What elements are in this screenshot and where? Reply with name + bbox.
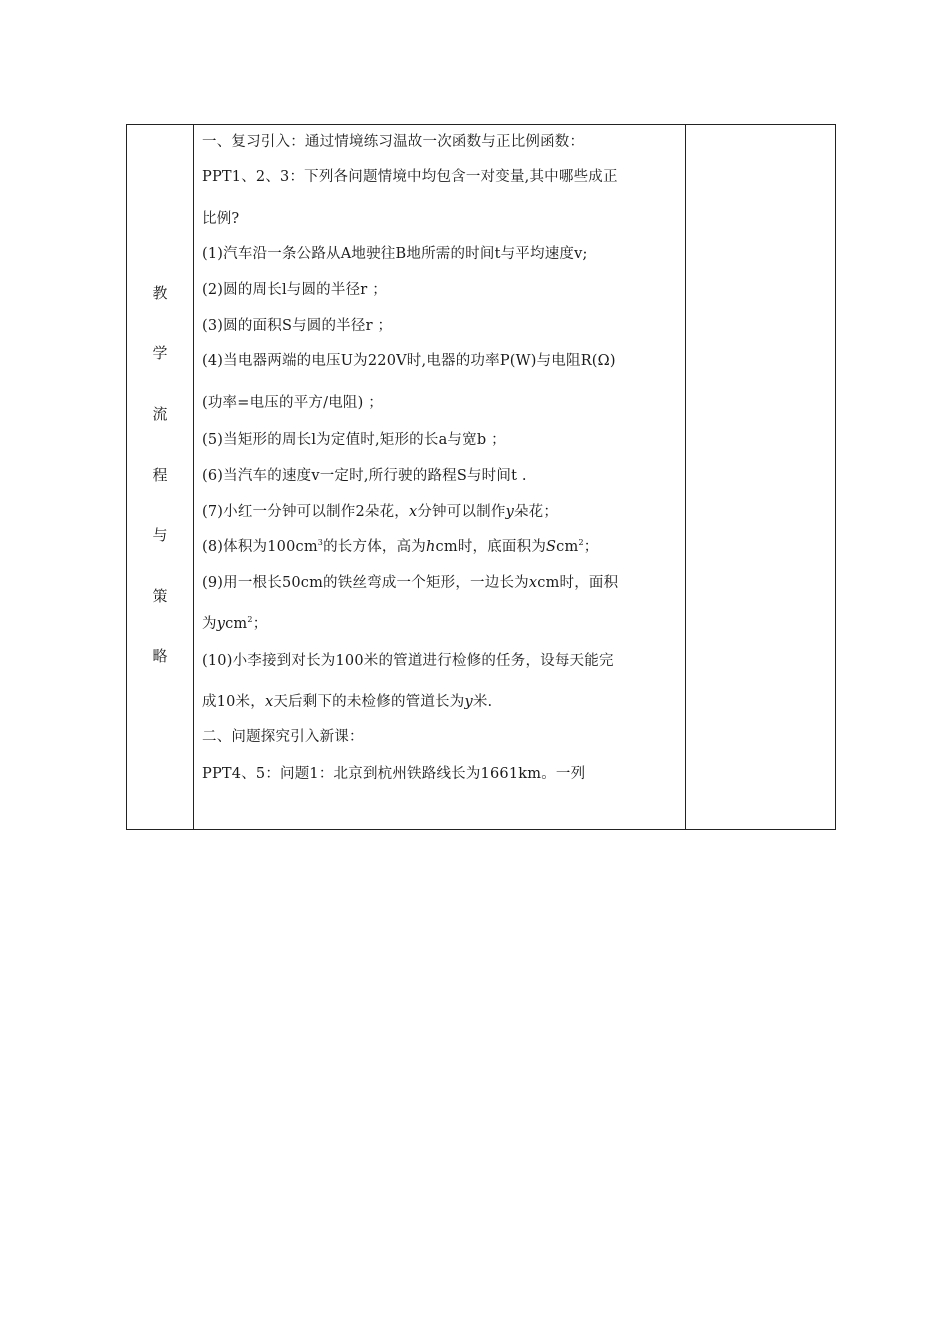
section-label-column (127, 125, 194, 829)
text-run: (9)用一根长50cm的铁丝弯成一个矩形，一边长为 (202, 575, 529, 591)
section-label-char: 程 (152, 466, 168, 484)
text-run: cm时，底面积为 (435, 539, 547, 555)
math-var: y (505, 504, 514, 520)
superscript: 3 (317, 538, 324, 547)
content-line: (3)圆的面积S与圆的半径r ； (202, 318, 393, 334)
content-line (202, 612, 681, 633)
section-label-char: 略 (152, 647, 168, 665)
text-run: 的长方体，高为 (323, 539, 426, 555)
math-var: y (216, 616, 226, 632)
text-run: 朵花； (513, 504, 559, 520)
content-line (202, 500, 681, 521)
lesson-content-column (194, 125, 686, 829)
section-label-char: 策 (152, 587, 168, 605)
content-line: (4)当电器两端的电压U为220V时,电器的功率P(W)与电阻R(Ω) (202, 353, 616, 369)
text-run: cm (225, 616, 248, 632)
section-heading: 一、复习引入：通过情境练习温故一次函数与正比例函数： (202, 134, 585, 150)
section-label-char: 流 (152, 405, 168, 423)
text-run: (8)体积为100cm (202, 539, 318, 555)
text-run: 米. (472, 694, 493, 710)
math-var: h (426, 539, 436, 555)
content-line: (5)当矩形的周长l为定值时,矩形的长a与宽b ； (202, 432, 506, 448)
text-run: ； (252, 616, 268, 632)
text-run: 天后剩下的未检修的管道长为 (273, 694, 465, 710)
superscript: 2 (578, 538, 584, 547)
section-heading: 二、问题探究引入新课： (202, 729, 364, 745)
superscript: 2 (247, 615, 253, 624)
text-run: cm (556, 539, 579, 555)
section-label-char: 与 (152, 526, 168, 544)
text-run: ； (583, 539, 599, 555)
notes-column (686, 125, 835, 829)
math-var: x (264, 694, 274, 710)
text-run: 分钟可以制作 (417, 504, 506, 520)
content-line: (2)圆的周长l与圆的半径r ； (202, 282, 387, 298)
content-line (202, 571, 681, 592)
text-run: (7)小红一分钟可以制作2朵花， (202, 504, 409, 520)
math-var: y (464, 694, 473, 710)
math-var: x (408, 504, 418, 520)
text-run: 成10米， (202, 694, 265, 710)
content-line: (功率=电压的平方/电阻) ； (202, 395, 383, 411)
math-var: x (528, 575, 538, 591)
text-run: cm时，面积 (537, 575, 619, 591)
math-var: S (546, 539, 557, 555)
content-line: PPT1、2、3：下列各问题情境中均包含一对变量,其中哪些成正 (202, 169, 618, 185)
lesson-table (126, 124, 836, 830)
text-run: 为 (202, 616, 217, 632)
content-line (202, 535, 681, 556)
content-line: (6)当汽车的速度v一定时,所行驶的路程S与时间t . (202, 468, 527, 484)
content-line: PPT4、5：问题1：北京到杭州铁路线长为1661km。一列 (202, 766, 586, 782)
section-label-char: 教 (152, 284, 168, 302)
section-label-char: 学 (152, 344, 168, 362)
content-line (202, 690, 681, 711)
content-line: 比例? (202, 211, 240, 227)
content-line: (10)小李接到对长为100米的管道进行检修的任务，设每天能完 (202, 653, 614, 669)
content-line: (1)汽车沿一条公路从A地驶往B地所需的时间t与平均速度v; (202, 246, 588, 262)
